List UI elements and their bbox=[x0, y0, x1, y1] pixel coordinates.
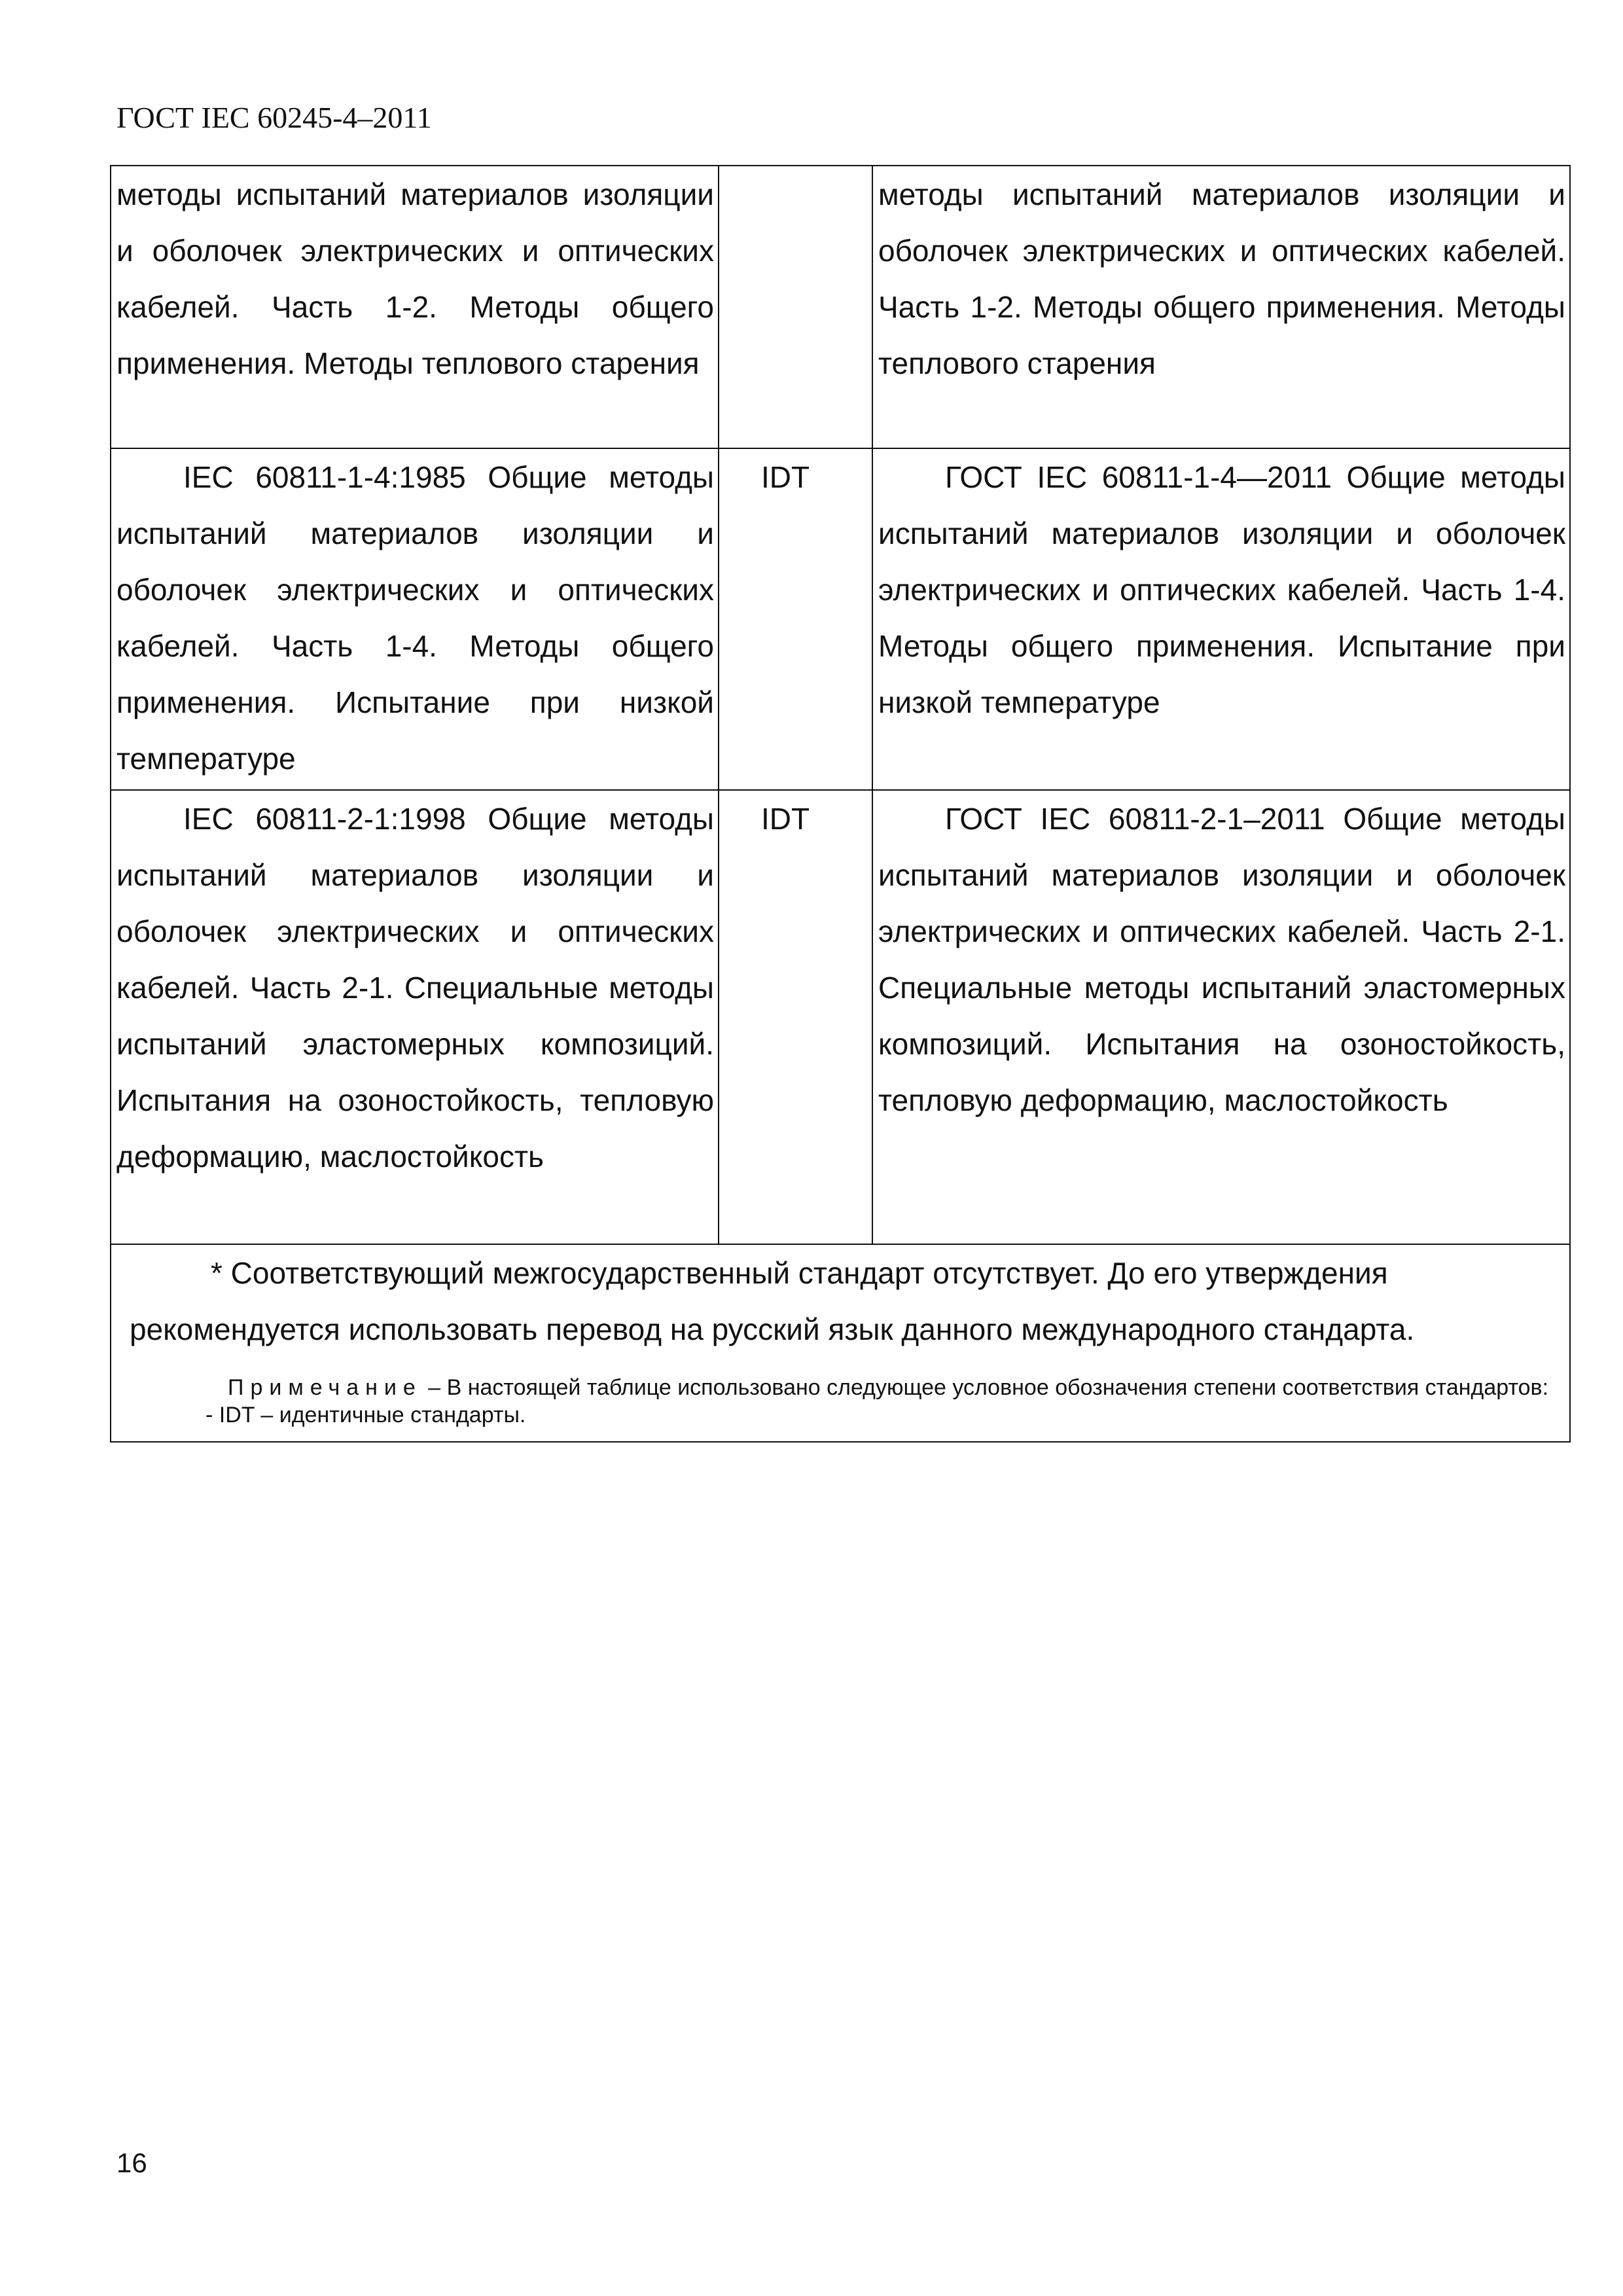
footnote-row bbox=[111, 1244, 1570, 1442]
degree-cell bbox=[719, 166, 872, 448]
table-row bbox=[111, 166, 1570, 448]
interstate-standard-text: ГОСТ IEC 60811-2-1–2011 Общие методы испытаний материалов изоляции и оболочек электрических и оптических кабелей. Часть 2-1. Специальные методы испытаний эластомерных композиций. Испытания на озоностойкость, тепловую деформацию, маслостойкость bbox=[878, 802, 1565, 1117]
interstate-standard-cell bbox=[872, 790, 1570, 1244]
note-text: – В настоящей таблице использовано следующее условное обозначения степени соответствия стандартов: bbox=[428, 1375, 1549, 1400]
international-standard-cell bbox=[111, 448, 719, 790]
interstate-standard-text: ГОСТ IEC 60811-1-4—2011 Общие методы испытаний материалов изоляции и оболочек электрических и оптических кабелей. Часть 1-4. Методы общего применения. Испытание при низкой температуре bbox=[878, 460, 1565, 719]
footnote-cell bbox=[111, 1244, 1570, 1442]
degree-cell bbox=[719, 790, 872, 1244]
international-standard-text: методы испытаний материалов изоляции и оболочек электрических и оптических кабелей. Часть 1-2. Методы общего применения. Методы теплового старения bbox=[116, 177, 714, 380]
interstate-standard-text: методы испытаний материалов изоляции и оболочек электрических и оптических кабелей. Часть 1-2. Методы общего применения. Методы теплового старения bbox=[878, 177, 1565, 380]
international-standard-cell bbox=[111, 790, 719, 1244]
footnote-line-1: * Соответствующий межгосударственный стандарт отсутствует. До его утверждения bbox=[211, 1256, 1388, 1290]
interstate-standard-cell bbox=[872, 166, 1570, 448]
table-border-gap bbox=[1420, 1458, 1569, 1462]
table-note bbox=[119, 1357, 1561, 1402]
degree-value: IDT bbox=[761, 802, 810, 836]
document-header: ГОСТ IEC 60245-4–2011 bbox=[116, 101, 432, 134]
international-standard-cell bbox=[111, 166, 719, 448]
standards-correspondence-table bbox=[110, 165, 1571, 1443]
degree-value: IDT bbox=[761, 460, 810, 494]
note-label: Примечание bbox=[228, 1375, 422, 1400]
table-row bbox=[111, 790, 1570, 1244]
degree-cell bbox=[719, 448, 872, 790]
note-item: - IDT – идентичные стандарты. bbox=[205, 1403, 526, 1427]
international-standard-text: IEC 60811-2-1:1998 Общие методы испытаний материалов изоляции и оболочек электрических и оптических кабелей. Часть 2-1. Специальные методы испытаний эластомерных композиций. Испытания на озоностойкость, тепловую деформацию, маслостойкость bbox=[116, 802, 714, 1174]
interstate-standard-cell bbox=[872, 448, 1570, 790]
page-number: 16 bbox=[116, 2147, 147, 2178]
table-row bbox=[111, 448, 1570, 790]
international-standard-text: IEC 60811-1-4:1985 Общие методы испытаний материалов изоляции и оболочек электрических и оптических кабелей. Часть 1-4. Методы общего применения. Испытание при низкой температуре bbox=[116, 460, 714, 776]
footnote-line-2: рекомендуется использовать перевод на русский язык данного международного стандарта. bbox=[130, 1312, 1415, 1346]
